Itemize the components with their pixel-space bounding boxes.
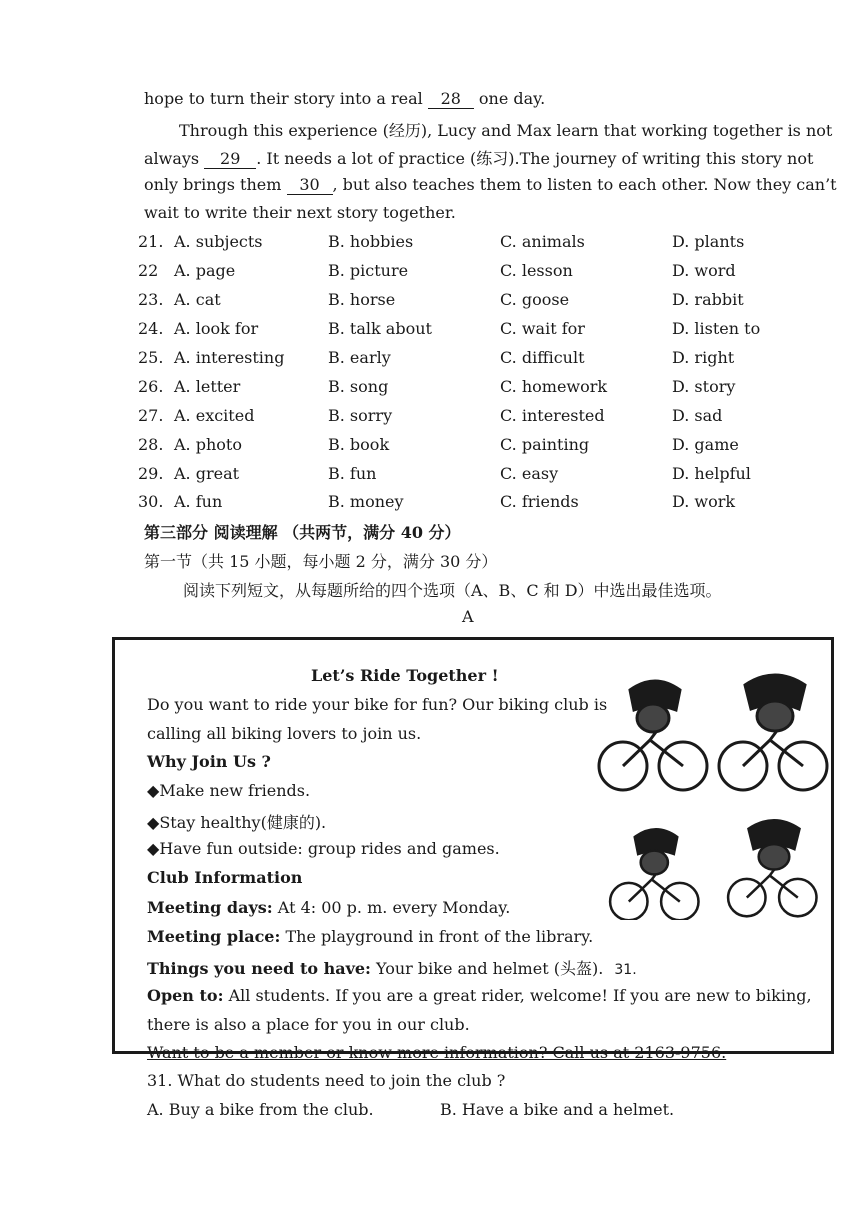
question-number: 21.	[138, 232, 164, 251]
handwritten-mark: 31.	[614, 962, 637, 978]
section-subtitle: 第一节（共 15 小题，每小题 2 分，满分 30 分）	[144, 552, 498, 571]
option-c: C. wait for	[500, 319, 585, 338]
option-c: C. lesson	[500, 261, 573, 280]
cyclist-figure	[599, 681, 707, 790]
option-b: B. horse	[328, 290, 396, 309]
option-b: B. talk about	[328, 319, 432, 338]
option-a: A. excited	[174, 406, 255, 425]
blank-29: 29	[204, 151, 256, 169]
option-a: A. fun	[174, 492, 223, 511]
bullet-diamond-icon: ◆	[147, 781, 160, 800]
passage-letter: A	[462, 607, 474, 626]
club-ad-box	[112, 637, 834, 1062]
section-title: 第三部分 阅读理解 （共两节，满分 40 分）	[144, 523, 461, 542]
option-row-21	[138, 232, 798, 256]
meeting-place: Meeting place: The playground in front of the library.	[147, 927, 594, 946]
things-needed: Things you need to have: Your bike and helmet (头盔). 31.	[147, 959, 637, 978]
option-a: A. great	[174, 464, 240, 483]
option-b: B. book	[328, 435, 390, 454]
passage-line-5: wait to write their next story together.	[144, 203, 456, 222]
question-number: 26.	[138, 377, 164, 396]
option-b: B. fun	[328, 464, 377, 483]
club-info-heading: Club Information	[147, 868, 303, 887]
question-number: 25.	[138, 348, 164, 367]
question-31-option-a: A. Buy a bike from the club.	[147, 1100, 374, 1119]
option-d: D. right	[672, 348, 735, 367]
option-b: B. picture	[328, 261, 409, 280]
bullet-diamond-icon: ◆	[147, 839, 160, 858]
option-row-22	[138, 261, 798, 285]
cyclists-illustration	[595, 670, 831, 920]
option-row-24	[138, 319, 798, 343]
bullet-diamond-icon: ◆	[147, 813, 160, 832]
reason-item: ◆Have fun outside: group rides and games.	[147, 839, 500, 858]
option-row-27	[138, 406, 798, 430]
option-row-28	[138, 435, 798, 459]
option-a: A. look for	[174, 319, 259, 338]
passage-line-4: only brings them 30 , but also teaches them to listen to each other. Now they can’t	[144, 175, 837, 194]
why-join-heading: Why Join Us ?	[147, 752, 271, 771]
option-b: B. sorry	[328, 406, 393, 425]
blank-28: 28	[428, 91, 474, 109]
question-number: 24.	[138, 319, 164, 338]
passage-line-1: hope to turn their story into a real 28 one day.	[144, 89, 546, 108]
meeting-days: Meeting days: At 4: 00 p. m. every Monday.	[147, 898, 511, 917]
question-31-stem: 31. What do students need to join the club ?	[147, 1071, 506, 1090]
cyclist-figure	[610, 829, 698, 920]
question-number: 29.	[138, 464, 164, 483]
option-c: C. friends	[500, 492, 579, 511]
contact-line: Want to be a member or know more information? Call us at 2163-9756.	[147, 1043, 727, 1062]
option-row-25	[138, 348, 798, 372]
option-d: D. plants	[672, 232, 745, 251]
option-c: C. animals	[500, 232, 585, 251]
question-number: 22	[138, 261, 159, 280]
option-b: B. early	[328, 348, 391, 367]
option-d: D. listen to	[672, 319, 761, 338]
question-31-option-b: B. Have a bike and a helmet.	[440, 1100, 675, 1119]
question-number: 27.	[138, 406, 164, 425]
option-row-23	[138, 290, 798, 314]
option-c: C. interested	[500, 406, 605, 425]
option-c: C. difficult	[500, 348, 585, 367]
passage-line-3: always 29 . It needs a lot of practice (练习).The journey of writing this story not	[144, 149, 814, 168]
option-c: C. easy	[500, 464, 559, 483]
cyclist-figure	[719, 675, 827, 790]
ad-title: Let’s Ride Together !	[311, 666, 499, 685]
open-to-line-2: there is also a place for you in our club.	[147, 1015, 470, 1034]
passage-line-2: Through this experience (经历), Lucy and Max learn that working together is not	[179, 121, 833, 140]
option-a: A. cat	[174, 290, 221, 309]
open-to-line-1: Open to: All students. If you are a great rider, welcome! If you are new to biking,	[147, 986, 812, 1005]
option-c: C. painting	[500, 435, 590, 454]
option-row-26	[138, 377, 798, 401]
blank-30: 30	[287, 177, 333, 195]
option-d: D. work	[672, 492, 736, 511]
section-instruction: 阅读下列短文，从每题所给的四个选项（A、B、C 和 D）中选出最佳选项。	[183, 581, 722, 600]
option-a: A. interesting	[174, 348, 285, 367]
option-a: A. page	[174, 261, 236, 280]
option-d: D. game	[672, 435, 739, 454]
option-row-29	[138, 464, 798, 488]
reason-item: ◆Make new friends.	[147, 781, 311, 800]
question-number: 30.	[138, 492, 164, 511]
option-b: B. hobbies	[328, 232, 414, 251]
option-a: A. letter	[174, 377, 241, 396]
ad-intro-line-1: Do you want to ride your bike for fun? Our biking club is	[147, 695, 608, 714]
option-c: C. goose	[500, 290, 570, 309]
option-b: B. song	[328, 377, 389, 396]
question-number: 23.	[138, 290, 164, 309]
option-d: D. sad	[672, 406, 723, 425]
option-d: D. rabbit	[672, 290, 744, 309]
question-number: 28.	[138, 435, 164, 454]
option-b: B. money	[328, 492, 404, 511]
reason-item: ◆Stay healthy(健康的).	[147, 813, 327, 832]
option-d: D. story	[672, 377, 736, 396]
cyclist-figure	[728, 820, 816, 916]
ad-intro-line-2: calling all biking lovers to join us.	[147, 724, 422, 743]
option-d: D. helpful	[672, 464, 751, 483]
option-c: C. homework	[500, 377, 608, 396]
option-d: D. word	[672, 261, 736, 280]
option-a: A. subjects	[174, 232, 263, 251]
option-a: A. photo	[174, 435, 242, 454]
option-row-30	[138, 492, 798, 516]
